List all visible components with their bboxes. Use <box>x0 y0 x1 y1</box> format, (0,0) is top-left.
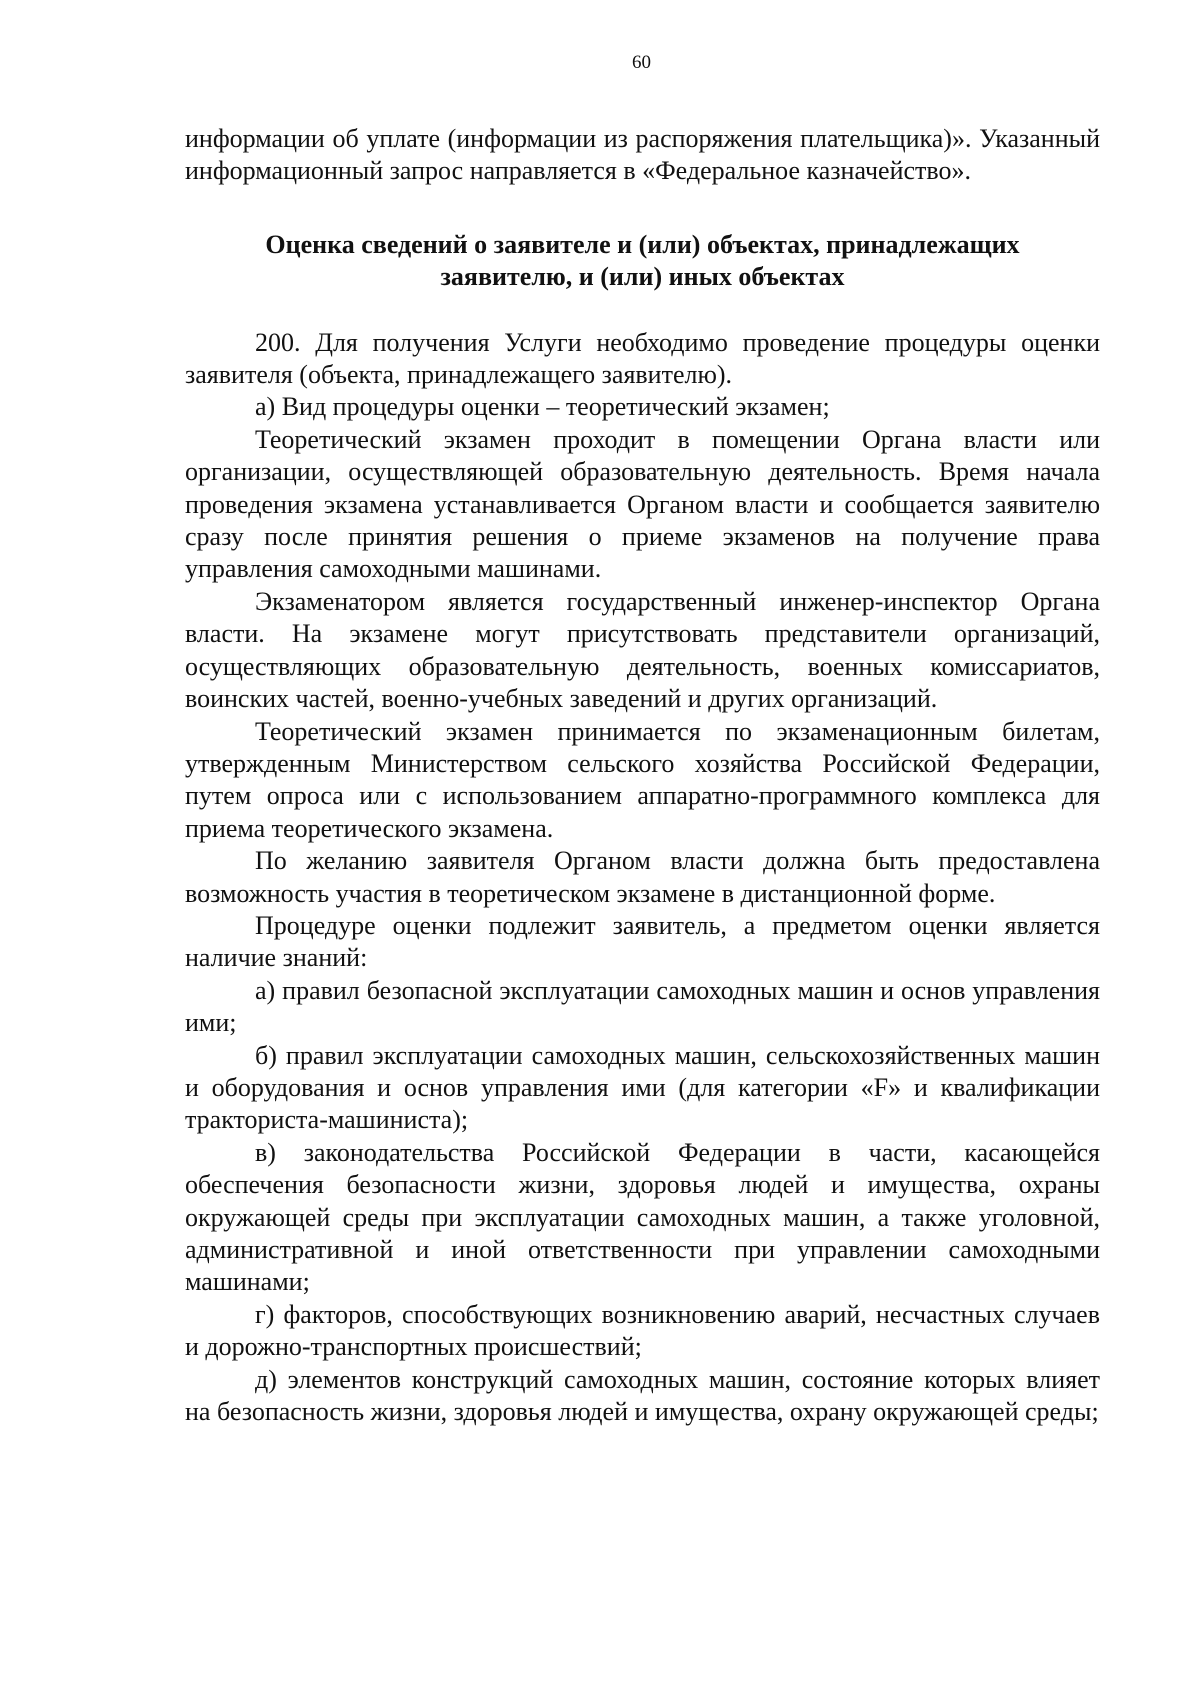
section-heading-line-1: Оценка сведений о заявителе и (или) объектах, принадлежащих <box>265 229 1020 259</box>
document-body <box>185 123 1100 1428</box>
paragraph-examiner: Экзаменатором является государственный инженер-инспектор Органа власти. На экзамене могут присутствовать представители организаций, осуществляющих образовательную деятельность, военных комиссариатов, воинских частей, военно-учебных заведений и других организаций. <box>185 586 1100 714</box>
paragraph-remote-exam: По желанию заявителя Органом власти должна быть предоставлена возможность участия в теоретическом экзамене в дистанционной форме. <box>185 846 1100 908</box>
list-item-g: г) факторов, способствующих возникновению аварий, несчастных случаев и дорожно-транспортных происшествий; <box>185 1299 1100 1362</box>
paragraph-assessment-type: а) Вид процедуры оценки – теоретический экзамен; <box>255 392 830 422</box>
paragraph-exam-location: Теоретический экзамен проходит в помещении Органа власти или организации, осуществляющей образовательную деятельность. Время начала проведения экзамена устанавливается Органом власти и сообщается заявителю сразу после принятия решения о приеме экзаменов на получение права управления самоходными машинами. <box>185 424 1100 584</box>
list-item-d: д) элементов конструкций самоходных машин, состояние которых влияет на безопасность жизни, здоровья людей и имущества, охрану окружающей среды; <box>185 1364 1100 1427</box>
paragraph-exam-tickets: Теоретический экзамен принимается по экзаменационным билетам, утвержденным Министерством сельского хозяйства Российской Федерации, путем опроса или с использованием аппаратно-программного комплекса для приема теоретического экзамена. <box>185 716 1100 843</box>
list-item-v: в) законодательства Российской Федерации в части, касающейся обеспечения безопасности жизни, здоровья людей и имущества, охраны окружающей среды при эксплуатации самоходных машин, а также уголовной, административной и иной ответственности при управлении самоходными машинами; <box>185 1137 1100 1297</box>
list-item-a: а) правил безопасной эксплуатации самоходных машин и основ управления ими; <box>185 975 1100 1038</box>
section-heading <box>185 229 1100 294</box>
list-item-b: б) правил эксплуатации самоходных машин, сельскохозяйственных машин и оборудования и основ управления ими (для категории «F» и квалификации тракториста-машиниста); <box>185 1040 1100 1135</box>
paragraph-assessment-subject: Процедуре оценки подлежит заявитель, а предметом оценки является наличие знаний: <box>185 910 1100 973</box>
section-heading-line-2: заявителю, и (или) иных объектах <box>440 262 845 292</box>
page-number: 60 <box>632 52 651 73</box>
intro-paragraph: информации об уплате (информации из распоряжения плательщика)». Указанный информационный запрос направляется в «Федеральное казначейство». <box>185 124 1100 186</box>
paragraph-200: 200. Для получения Услуги необходимо проведение процедуры оценки заявителя (объекта, принадлежащего заявителю). <box>185 327 1100 390</box>
